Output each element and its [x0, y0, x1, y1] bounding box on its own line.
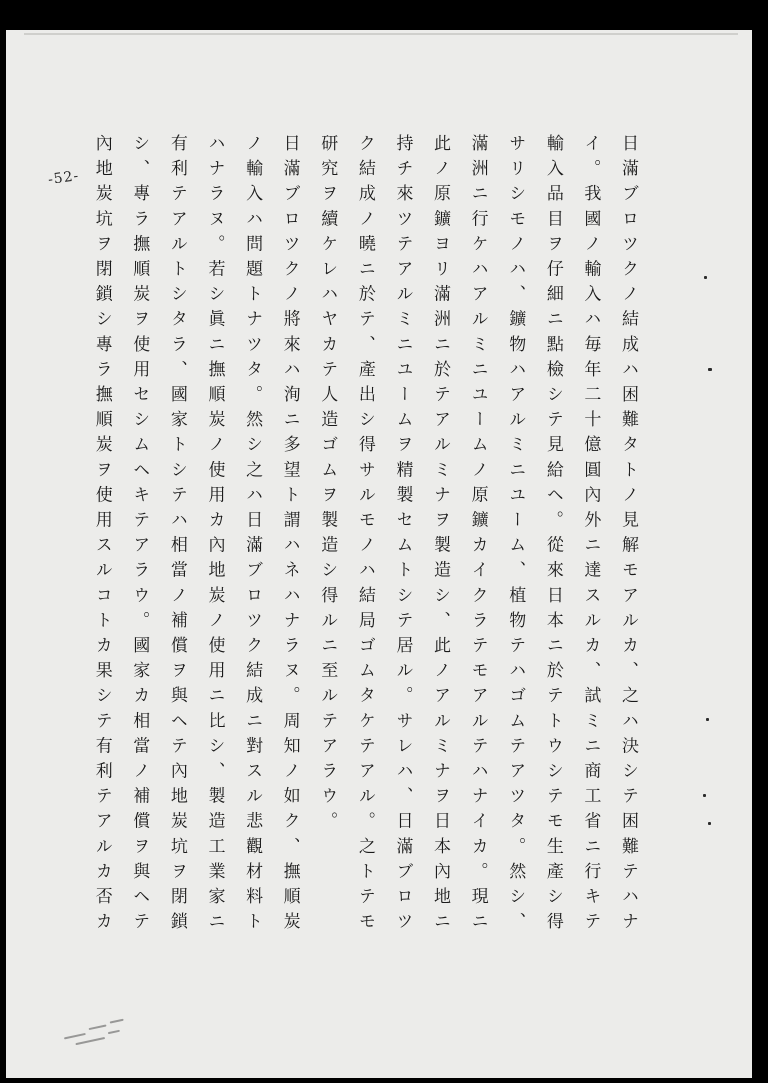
text-column-12: ハナラヌ。若シ眞ニ撫順炭ノ使用カ內地炭ノ使用ニ比シ、製造工業家ニ [204, 134, 225, 938]
body-text [91, 134, 646, 994]
scan-speck [704, 276, 707, 279]
scan-speck [708, 368, 712, 371]
scan-speck [706, 718, 709, 721]
text-column-13: 有利テアルトシタラ、國家トシテハ相當ノ補償ヲ與ヘテ內地炭坑ヲ閉鎖 [166, 134, 187, 938]
text-column-10: 日滿ブロツクノ將來ハ洵ニ多望ト謂ハネハナラヌ。周知ノ如ク、撫順炭 [279, 134, 300, 938]
page-number: -52- [47, 167, 81, 189]
scan-speck [703, 794, 706, 797]
text-column-1: 日滿ブロツクノ結成ハ困難タトノ見解モアルカ、之ハ決シテ困難テハナ [618, 134, 638, 938]
document-page [6, 30, 752, 1078]
ink-smudge [62, 1011, 155, 1055]
text-column-6: 此ノ原鑛ヨリ滿洲ニ於テアルミナヲ製造シ、此ノアルミナヲ日本內地ニ [430, 134, 451, 938]
page-top-edge [24, 33, 738, 35]
text-column-4: サリシモノハ、鑛物ハアルミニユーム、植物テハゴムテアツタ。然シ、 [505, 134, 526, 938]
text-column-5: 滿洲ニ行ケハアルミニユームノ原鑛カイクラテモアルテハナイカ。現ニ [467, 134, 488, 938]
text-column-7: 持チ來ツテアルミニユームヲ精製セムトシテ居ル。サレハ、日滿ブロツ [392, 134, 413, 938]
text-column-9: 研究ヲ續ケレハヤカテ人造ゴムヲ製造シ得ルニ至ルテアラウ。 [317, 134, 338, 837]
text-column-8: ク結成ノ曉ニ於テ、產出シ得サルモノハ結局ゴムタケテアル。之トテモ [354, 134, 375, 938]
text-column-11: ノ輸入ハ問題トナツタ。然シ之ハ日滿ブロツク結成ニ對スル悲觀材料ト [242, 134, 263, 938]
text-column-14: シ、專ラ撫順炭ヲ使用セシムヘキテアラウ。國家カ相當ノ補償ヲ與ヘテ [129, 134, 150, 938]
text-column-15: 內地炭坑ヲ閉鎖シ專ラ撫順炭ヲ使用スルコトカ果シテ有利テアルカ否カ [91, 134, 112, 938]
text-column-2: イ。我國ノ輸入ハ毎年二十億圓內外ニ達スルカ、試ミニ商工省ニ行キテ [580, 134, 601, 938]
scan-speck [708, 822, 711, 825]
text-column-3: 輸入品目ヲ仔細ニ點檢シテ見給ヘ。從來日本ニ於テトウシテモ生產シ得 [542, 134, 563, 938]
